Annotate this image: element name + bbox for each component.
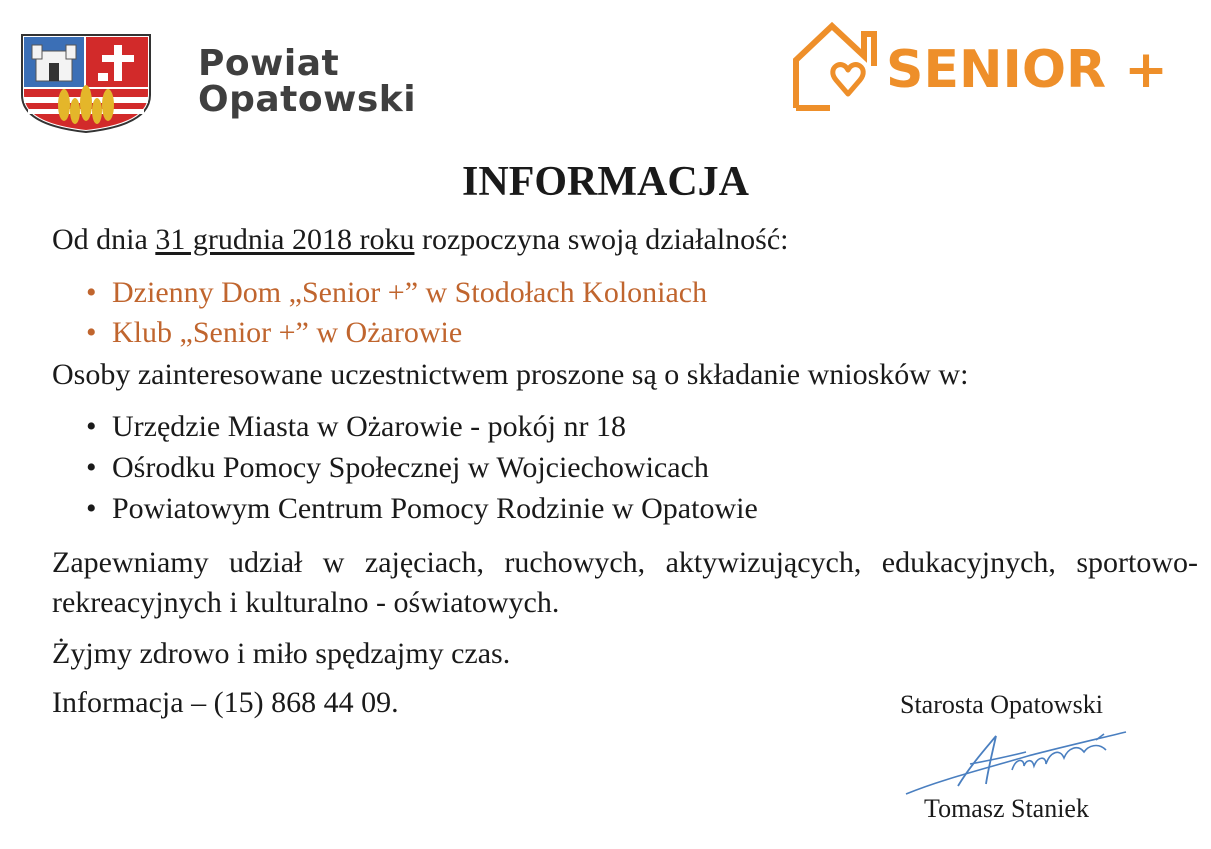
page-title: INFORMACJA [462,159,749,205]
intro-line [52,222,789,258]
bullet-icon: • [86,316,97,349]
signature-name: Tomasz Staniek [924,794,1089,823]
signature-role: Starosta Opatowski [900,690,1103,719]
list-item [86,450,709,486]
intro-suffix: rozpoczyna swoją działalność: [414,223,789,256]
list-item [86,315,462,351]
county-name-line2: Opatowski [198,79,417,120]
list-item [86,275,707,311]
coat-of-arms-icon [20,33,152,133]
county-name [198,43,417,120]
office-3: Powiatowym Centrum Pomocy Rodzinie w Opatowie [112,492,758,525]
county-name-line1: Powiat [198,43,340,84]
bullet-icon: • [86,451,97,484]
activities-paragraph: Zapewniamy udział w zajęciach, ruchowych, aktywizujących, edukacyjnych, sportowo-rekreacyjnych i kulturalno - oświatowych. [52,546,1198,619]
list-item [86,491,758,527]
office-2: Ośrodku Pomocy Społecznej w Wojciechowicach [112,451,709,484]
motto: Żyjmy zdrowo i miło spędzajmy czas. [52,637,511,670]
senior-logo-text: SENIOR + [886,40,1168,100]
intro-prefix: Od dnia [52,223,156,256]
list-item [86,409,626,445]
facility-1: Dzienny Dom „Senior +” w Stodołach Koloniach [112,276,708,309]
office-1: Urzędzie Miasta w Ożarowie - pokój nr 18 [112,410,626,443]
contact-info: Informacja – (15) 868 44 09. [52,686,399,719]
bullet-icon: • [86,276,97,309]
facility-2: Klub „Senior +” w Ożarowie [112,316,463,349]
handwritten-signature [900,726,1135,801]
applications-intro: Osoby zainteresowane uczestnictwem proszone są o składanie wniosków w: [52,358,969,391]
bullet-icon: • [86,492,97,525]
bullet-icon: • [86,410,97,443]
start-date: 31 grudnia 2018 roku [155,223,415,256]
